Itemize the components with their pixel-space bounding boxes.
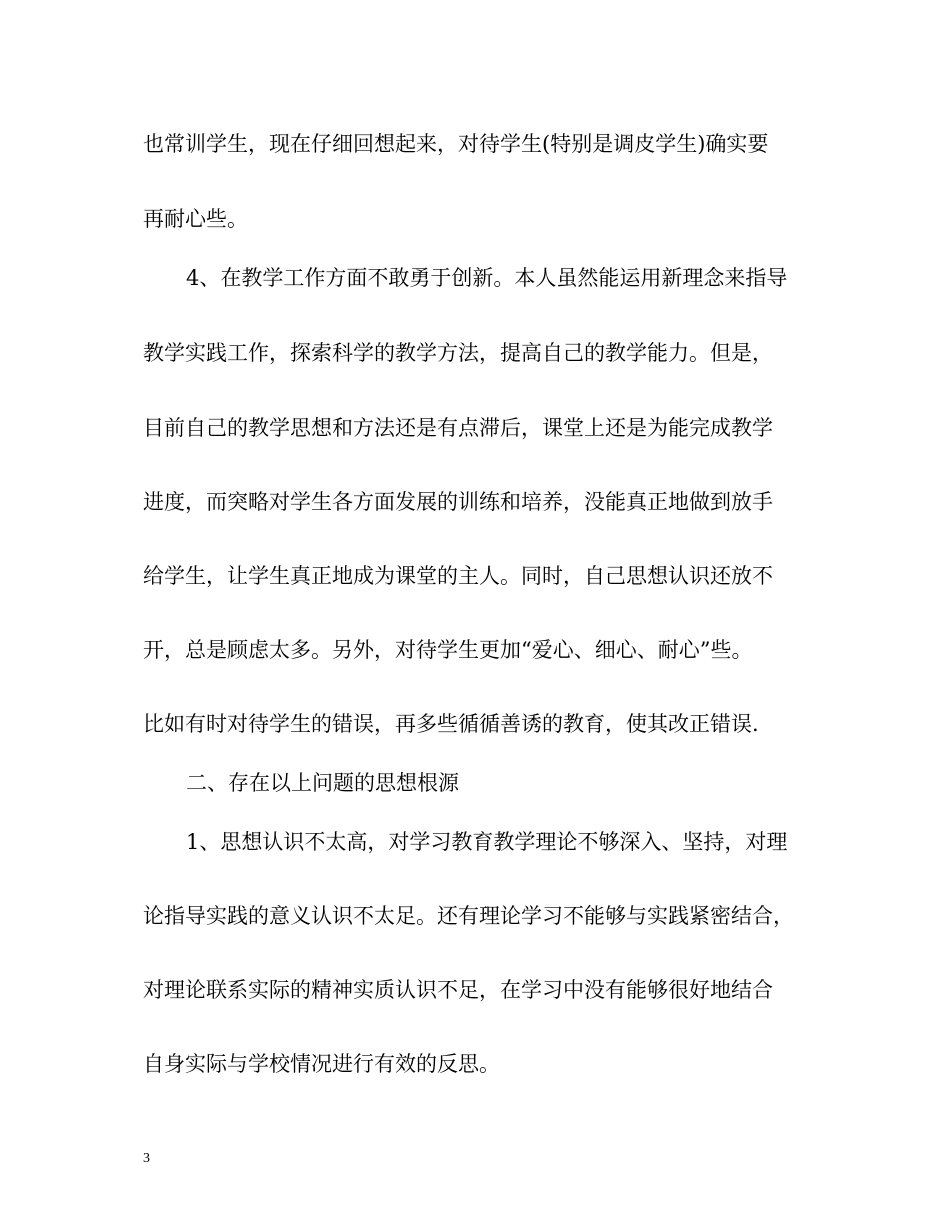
section-heading: 二、存在以上问题的思想根源 xyxy=(186,771,459,795)
paragraph-line: 开，总是顾虑太多。另外，对待学生更加“爱心、细心、耐心”些。 xyxy=(143,638,753,662)
paragraph-line: 比如有时对待学生的错误，再多些循循善诱的教育，使其改正错误. xyxy=(143,712,759,736)
paragraph-line: 4、在教学工作方面不敢勇于创新。本人虽然能运用新理念来指导 xyxy=(186,266,788,290)
paragraph-line: 自身实际与学校情况进行有效的反思。 xyxy=(143,1052,500,1076)
paragraph-line: 1、思想认识不太高，对学习教育教学理论不够深入、坚持，对理 xyxy=(186,830,788,854)
paragraph-line: 对理论联系实际的精神实质认识不足，在学习中没有能够很好地结合 xyxy=(143,978,773,1002)
page-number: 3 xyxy=(143,1151,150,1166)
paragraph-line: 论指导实践的意义认识不太足。还有理论学习不能够与实践紧密结合， xyxy=(143,904,794,928)
paragraph-line: 给学生，让学生真正地成为课堂的主人。同时，自己思想认识还放不 xyxy=(143,564,773,588)
paragraph-line: 再耐心些。 xyxy=(143,207,248,231)
paragraph-line: 也常训学生，现在仔细回想起来，对待学生(特别是调皮学生)确实要 xyxy=(143,132,769,156)
paragraph-line: 教学实践工作，探索科学的教学方法，提高自己的教学能力。但是， xyxy=(143,341,773,365)
paragraph-line: 目前自己的教学思想和方法还是有点滞后，课堂上还是为能完成教学 xyxy=(143,416,773,440)
paragraph-line: 进度，而突略对学生各方面发展的训练和培养，没能真正地做到放手 xyxy=(143,490,773,514)
